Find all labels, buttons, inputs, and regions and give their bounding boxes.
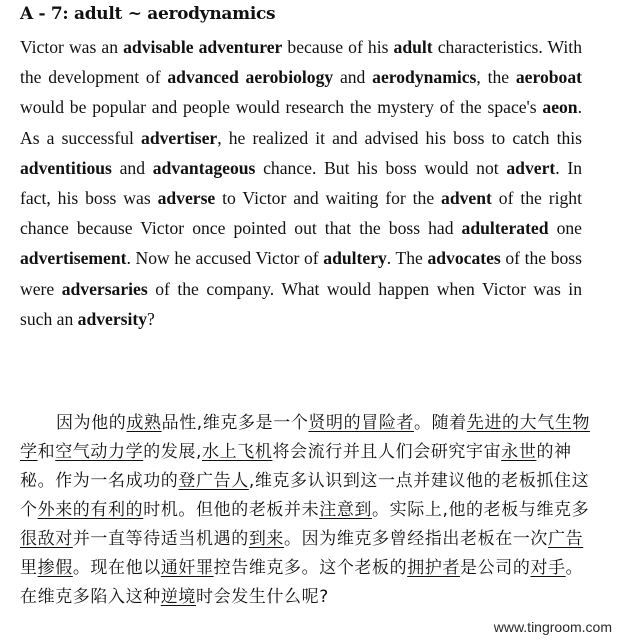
en-vocab-word: advantageous — [152, 157, 256, 178]
en-text: , the — [476, 67, 516, 88]
zh-text: 。因为维克多曾经指出老板在一次 — [284, 529, 549, 549]
zh-underlined-term: 逆境 — [160, 587, 197, 607]
zh-text: 时机。但他的老板并未 — [143, 500, 320, 520]
en-vocab-word: aeroboat — [515, 67, 583, 88]
zh-text: 里 — [20, 558, 38, 578]
zh-underlined-term: 通奸罪 — [160, 558, 214, 578]
zh-underlined-term: 登广告人 — [178, 471, 249, 491]
zh-underlined-term: 空气动力学 — [55, 442, 144, 462]
en-text: and — [111, 157, 153, 178]
en-vocab-word: aerodynamics — [372, 67, 477, 88]
zh-underlined-term: 水上飞机 — [202, 442, 273, 462]
zh-text: 的神秘。作为一名成功的 — [20, 442, 572, 491]
en-vocab-word: advocates — [427, 248, 501, 269]
zh-underlined-term: 拥护者 — [407, 558, 461, 578]
en-text: of the company. What would happen when Victor was in such an — [20, 278, 582, 329]
zh-text: 是公司的 — [460, 558, 531, 578]
en-vocab-word: adventitious — [20, 157, 112, 178]
en-text: ? — [147, 308, 155, 329]
zh-underlined-term: 外来的 — [37, 500, 91, 520]
zh-underlined-term: 永世 — [501, 442, 537, 462]
en-text: . As a successful — [20, 97, 582, 148]
en-text: and — [333, 67, 373, 88]
en-vocab-word: adultery — [323, 248, 387, 269]
zh-underlined-term: 有利的 — [90, 500, 144, 520]
zh-text: 并一直等待适当机遇的 — [72, 529, 249, 549]
en-text: because of his — [282, 37, 394, 57]
en-vocab-word: adult — [393, 37, 433, 57]
en-vocab-word: advertisement — [20, 248, 127, 269]
zh-underlined-term: 很敌对 — [20, 529, 73, 549]
en-vocab-word: adverse — [157, 188, 216, 209]
site-watermark: www.tingroom.com — [493, 619, 612, 635]
zh-text: 控告维克多。这个老板的 — [213, 558, 408, 578]
en-text: . Now he accused Victor of — [126, 248, 324, 269]
en-text: one — [548, 218, 582, 239]
zh-underlined-term: 到来 — [248, 529, 285, 549]
zh-underlined-term: 广告 — [548, 529, 584, 549]
en-text: would be popular and people would research the mystery of the space's — [20, 97, 543, 118]
chinese-paragraph — [20, 409, 592, 612]
zh-underlined-term: 成熟 — [126, 413, 162, 433]
zh-text: 将会流行并且人们会研究宇宙 — [272, 442, 502, 462]
en-vocab-word: advent — [441, 188, 492, 209]
zh-text: 。在维克多陷入这种 — [20, 558, 584, 607]
section-heading: A - 7: adult ~ aerodynamics — [20, 4, 276, 24]
zh-text: 品性,维克多是一个 — [161, 413, 309, 433]
en-vocab-word: advertiser — [141, 127, 218, 148]
en-vocab-word: adversity — [77, 308, 148, 329]
en-vocab-word: adversaries — [61, 278, 148, 299]
en-vocab-word: advisable adventurer — [123, 37, 283, 57]
en-text: . The — [386, 248, 428, 269]
english-paragraph — [20, 32, 582, 334]
zh-text: 的发展, — [143, 442, 203, 462]
zh-text: 因为他的 — [56, 413, 127, 433]
zh-underlined-term: 先进的大气生物学 — [20, 413, 591, 462]
zh-text: 。随着 — [414, 413, 467, 433]
en-text: , he realized it and advised his boss to catch this — [217, 127, 582, 148]
en-text: Victor was an — [20, 37, 124, 57]
en-text: chance. But his boss would not — [255, 157, 507, 178]
zh-underlined-term: 注意到 — [319, 500, 373, 520]
en-vocab-word: aeon — [542, 97, 578, 118]
zh-underlined-term: 贤明的冒险者 — [308, 413, 415, 433]
en-text: of the right chance because Victor once pointed out that the boss had — [20, 188, 582, 239]
zh-underlined-term: 对手 — [530, 558, 566, 578]
zh-text: 时会发生什么呢? — [196, 587, 329, 607]
zh-text: ,维克多认识到这一点并建议他的老板抓住这个 — [20, 471, 590, 520]
zh-text: 。实际上,他的老板与维克多 — [372, 500, 590, 520]
zh-underlined-term: 掺假 — [37, 558, 73, 578]
en-vocab-word: advanced aerobiology — [167, 67, 334, 88]
en-text: . In fact, his boss was — [20, 157, 583, 209]
en-vocab-word: advert — [506, 157, 556, 178]
en-text: to Victor and waiting for the — [215, 188, 442, 209]
zh-text: 和 — [37, 442, 56, 462]
en-text: characteristics. With the development of — [20, 37, 582, 88]
en-vocab-word: adulterated — [461, 218, 549, 239]
en-text: of the boss were — [20, 248, 583, 299]
zh-text: 。现在他以 — [72, 558, 161, 578]
